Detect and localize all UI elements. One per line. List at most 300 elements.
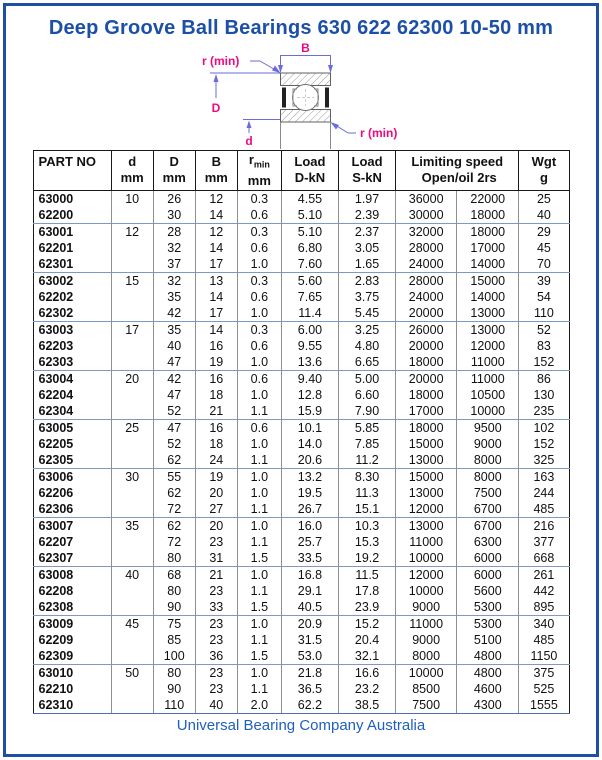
cell-d: 10 xyxy=(111,190,153,207)
cell-D: 110 xyxy=(153,697,195,714)
cell-load_d: 5.60 xyxy=(281,272,338,289)
b-arrow-right xyxy=(328,65,333,73)
cell-load_d: 25.7 xyxy=(281,534,338,550)
cell-part: 62206 xyxy=(33,485,111,501)
cell-wgt: 442 xyxy=(533,583,555,598)
cell-D: 30 xyxy=(153,207,195,224)
cell-load_d: 6.00 xyxy=(281,321,338,338)
cell-r: 1.0 xyxy=(237,256,281,273)
cell-part: 63009 xyxy=(33,615,111,632)
cell-wgt: 485 xyxy=(533,632,555,647)
cell-load_d: 9.40 xyxy=(281,370,338,387)
cell-d xyxy=(111,485,153,501)
cell-rs2: 5300 xyxy=(457,599,519,616)
cell-d xyxy=(111,550,153,567)
cell-wgt: 261 xyxy=(519,566,569,583)
d-bore-arrow xyxy=(247,121,252,129)
cell-open_oil: 10000 xyxy=(396,583,457,599)
cell-B: 12 xyxy=(195,223,237,240)
cell-d: 40 xyxy=(111,566,153,583)
cell-rs2: 6700 xyxy=(457,517,519,534)
table-row xyxy=(33,632,569,648)
cell-open_oil: 9000 xyxy=(396,599,457,616)
cell-wgt: 525 xyxy=(533,681,555,696)
cell-d: 25 xyxy=(111,419,153,436)
cell-wgt: 152 xyxy=(533,436,555,451)
cell-wgt: 70 xyxy=(536,256,551,271)
cell-load_s: 23.2 xyxy=(339,681,396,697)
cell-rs2: 4600 xyxy=(457,681,519,697)
table-row xyxy=(33,289,569,305)
table-row xyxy=(33,240,569,256)
cell-r: 1.0 xyxy=(237,485,281,501)
cell-load_s: 15.2 xyxy=(339,615,396,632)
cell-D: 40 xyxy=(153,338,195,354)
cell-r: 1.0 xyxy=(237,354,281,371)
cell-rs2: 10500 xyxy=(457,387,519,403)
cell-B: 31 xyxy=(195,550,237,567)
cell-wgt: 668 xyxy=(533,550,555,565)
table-row xyxy=(33,534,569,550)
cell-load_d: 19.5 xyxy=(281,485,338,501)
cell-wgt: 163 xyxy=(519,468,569,485)
cell-B: 23 xyxy=(195,615,237,632)
cell-B: 33 xyxy=(195,599,237,616)
bearing-table-body xyxy=(33,190,569,713)
cell-load_d: 7.60 xyxy=(281,256,338,273)
cell-B: 16 xyxy=(195,419,237,436)
cell-d xyxy=(111,648,153,665)
cell-wgt: 485 xyxy=(533,501,555,516)
cell-open_oil: 30000 xyxy=(396,207,457,224)
cell-load_s: 3.75 xyxy=(339,289,396,305)
cell-D: 68 xyxy=(153,566,195,583)
cell-part: 62201 xyxy=(33,240,111,256)
table-row xyxy=(33,615,569,632)
table-row xyxy=(33,648,569,665)
ball xyxy=(293,85,319,111)
cell-load_s: 15.3 xyxy=(339,534,396,550)
cell-part: 62208 xyxy=(33,583,111,599)
r-min-bottom-arrow xyxy=(331,122,340,130)
cell-d xyxy=(111,354,153,371)
cell-r: 1.1 xyxy=(237,681,281,697)
cell-wgt: 45 xyxy=(536,240,551,255)
cell-d xyxy=(111,207,153,224)
cell-open_oil: 9000 xyxy=(396,632,457,648)
cell-r: 0.6 xyxy=(237,289,281,305)
cell-d xyxy=(111,240,153,256)
col-header-D: D mm xyxy=(153,151,195,191)
cell-B: 23 xyxy=(195,664,237,681)
cell-load_s: 2.37 xyxy=(339,223,396,240)
cell-rs2: 8000 xyxy=(457,452,519,469)
table-row xyxy=(33,583,569,599)
cell-load_s: 20.4 xyxy=(339,632,396,648)
cell-B: 14 xyxy=(195,289,237,305)
cell-open_oil: 24000 xyxy=(396,256,457,273)
cell-r: 1.0 xyxy=(237,566,281,583)
cell-rs2: 11000 xyxy=(457,354,519,371)
cell-load_d: 36.5 xyxy=(281,681,338,697)
cell-r: 1.0 xyxy=(237,615,281,632)
cell-load_s: 23.9 xyxy=(339,599,396,616)
cell-B: 14 xyxy=(195,240,237,256)
table-row xyxy=(33,370,569,387)
cell-D: 55 xyxy=(153,468,195,485)
cell-load_d: 16.8 xyxy=(281,566,338,583)
cell-rs2: 14000 xyxy=(457,256,519,273)
cell-r: 0.6 xyxy=(237,207,281,224)
cell-r: 2.0 xyxy=(237,697,281,714)
cell-rs2: 11000 xyxy=(457,370,519,387)
cell-part: 62203 xyxy=(33,338,111,354)
cell-D: 62 xyxy=(153,452,195,469)
cell-r: 0.6 xyxy=(237,419,281,436)
cell-rs2: 22000 xyxy=(457,190,519,207)
cell-D: 35 xyxy=(153,289,195,305)
cell-open_oil: 32000 xyxy=(396,223,457,240)
cell-open_oil: 18000 xyxy=(396,419,457,436)
cell-load_s: 7.85 xyxy=(339,436,396,452)
cell-part: 62301 xyxy=(33,256,111,273)
cell-wgt: 110 xyxy=(533,305,554,320)
cell-r: 1.0 xyxy=(237,305,281,322)
cell-r: 1.1 xyxy=(237,632,281,648)
cell-load_s: 11.2 xyxy=(339,452,396,469)
cell-open_oil: 12000 xyxy=(396,501,457,518)
cell-wgt: 377 xyxy=(533,534,555,549)
cell-open_oil: 13000 xyxy=(396,452,457,469)
cell-load_s: 32.1 xyxy=(339,648,396,665)
cell-D: 52 xyxy=(153,436,195,452)
cell-D: 85 xyxy=(153,632,195,648)
col-header-B: B mm xyxy=(195,151,237,191)
cell-load_s: 15.1 xyxy=(339,501,396,518)
cell-open_oil: 18000 xyxy=(396,354,457,371)
cell-D: 80 xyxy=(153,664,195,681)
cell-d xyxy=(111,289,153,305)
cell-part: 62304 xyxy=(33,403,111,420)
cell-B: 19 xyxy=(195,354,237,371)
cell-load_s: 5.45 xyxy=(339,305,396,322)
cell-part: 63002 xyxy=(33,272,111,289)
cell-open_oil: 24000 xyxy=(396,289,457,305)
table-row xyxy=(33,468,569,485)
table-row xyxy=(33,321,569,338)
cell-B: 18 xyxy=(195,387,237,403)
table-row xyxy=(33,517,569,534)
cell-wgt: 29 xyxy=(519,223,569,240)
seal-right xyxy=(325,88,329,108)
cell-open_oil: 11000 xyxy=(396,615,457,632)
cell-d xyxy=(111,305,153,322)
cell-d: 30 xyxy=(111,468,153,485)
cell-part: 62302 xyxy=(33,305,111,322)
cell-load_d: 33.5 xyxy=(281,550,338,567)
cell-open_oil: 28000 xyxy=(396,272,457,289)
cell-B: 40 xyxy=(195,697,237,714)
cell-B: 20 xyxy=(195,517,237,534)
cell-rs2: 17000 xyxy=(457,240,519,256)
cell-B: 21 xyxy=(195,403,237,420)
cell-open_oil: 20000 xyxy=(396,338,457,354)
cell-rs2: 13000 xyxy=(457,305,519,322)
table-row xyxy=(33,501,569,518)
cell-d xyxy=(111,403,153,420)
cell-D: 62 xyxy=(153,485,195,501)
cell-part: 62210 xyxy=(33,681,111,697)
cell-load_d: 11.4 xyxy=(281,305,338,322)
cell-load_s: 2.83 xyxy=(339,272,396,289)
cell-B: 36 xyxy=(195,648,237,665)
cell-wgt: 86 xyxy=(519,370,569,387)
cell-load_d: 53.0 xyxy=(281,648,338,665)
cell-part: 62205 xyxy=(33,436,111,452)
cell-D: 26 xyxy=(153,190,195,207)
cell-load_s: 11.5 xyxy=(339,566,396,583)
cell-load_d: 29.1 xyxy=(281,583,338,599)
cell-load_s: 3.25 xyxy=(339,321,396,338)
cell-rs2: 5100 xyxy=(457,632,519,648)
cell-part: 63001 xyxy=(33,223,111,240)
cell-B: 12 xyxy=(195,190,237,207)
cell-open_oil: 8000 xyxy=(396,648,457,665)
cell-D: 32 xyxy=(153,240,195,256)
cell-rs2: 9500 xyxy=(457,419,519,436)
footer-company-name: Universal Bearing Company Australia xyxy=(176,716,426,734)
cell-load_d: 13.6 xyxy=(281,354,338,371)
col-header-2rs: 2rs xyxy=(477,170,497,186)
cell-B: 18 xyxy=(195,436,237,452)
bearing-diagram xyxy=(6,42,596,150)
cell-open_oil: 17000 xyxy=(396,403,457,420)
cell-D: 42 xyxy=(153,305,195,322)
cell-part: 63003 xyxy=(33,321,111,338)
cell-wgt: 40 xyxy=(536,207,551,222)
cell-rs2: 4800 xyxy=(457,648,519,665)
cell-load_d: 5.10 xyxy=(281,223,338,240)
cell-B: 27 xyxy=(195,501,237,518)
cell-rs2: 5300 xyxy=(457,615,519,632)
cell-d xyxy=(111,387,153,403)
label-r-min-top: r (min) xyxy=(202,54,240,68)
cell-part: 62209 xyxy=(33,632,111,648)
col-header-limiting-speed: Limiting speed Open/oil 2rs xyxy=(396,151,519,191)
cell-wgt: 130 xyxy=(533,387,555,402)
cell-rs2: 6300 xyxy=(457,534,519,550)
cell-d: 15 xyxy=(111,272,153,289)
col-header-wgt: Wgt g xyxy=(519,151,569,191)
cell-B: 17 xyxy=(195,305,237,322)
cell-load_s: 7.90 xyxy=(339,403,396,420)
cell-load_s: 38.5 xyxy=(339,697,396,714)
table-row xyxy=(33,403,569,420)
cell-part: 62306 xyxy=(33,501,111,518)
col-header-part-no: PART NO xyxy=(33,151,111,191)
table-row xyxy=(33,599,569,616)
cell-r: 1.1 xyxy=(237,534,281,550)
d-outer-dimension-lines xyxy=(210,73,280,98)
cell-rs2: 18000 xyxy=(457,207,519,224)
cell-rs2: 4800 xyxy=(457,664,519,681)
cell-rs2: 13000 xyxy=(457,321,519,338)
cell-load_d: 62.2 xyxy=(281,697,338,714)
label-b: B xyxy=(301,42,310,55)
cell-D: 35 xyxy=(153,321,195,338)
cell-wgt: 375 xyxy=(519,664,569,681)
cell-wgt: 235 xyxy=(533,403,555,418)
cell-B: 14 xyxy=(195,207,237,224)
cell-load_s: 16.6 xyxy=(339,664,396,681)
cell-r: 0.6 xyxy=(237,338,281,354)
cell-part: 62204 xyxy=(33,387,111,403)
cell-load_s: 17.8 xyxy=(339,583,396,599)
cell-load_s: 1.65 xyxy=(339,256,396,273)
cell-rs2: 6700 xyxy=(457,501,519,518)
table-row xyxy=(33,207,569,224)
cell-rs2: 14000 xyxy=(457,289,519,305)
cell-D: 62 xyxy=(153,517,195,534)
cell-load_s: 11.3 xyxy=(339,485,396,501)
col-header-load-d: Load D-kN xyxy=(281,151,338,191)
table-row xyxy=(33,485,569,501)
cell-r: 1.5 xyxy=(237,648,281,665)
col-header-open-oil: Open/oil xyxy=(421,170,474,186)
cell-D: 80 xyxy=(153,550,195,567)
cell-D: 28 xyxy=(153,223,195,240)
cell-load_s: 5.00 xyxy=(339,370,396,387)
cell-d: 35 xyxy=(111,517,153,534)
cell-d xyxy=(111,599,153,616)
cell-wgt: 39 xyxy=(519,272,569,289)
cell-load_d: 5.10 xyxy=(281,207,338,224)
cell-part: 63006 xyxy=(33,468,111,485)
table-row xyxy=(33,697,569,714)
cell-r: 1.5 xyxy=(237,599,281,616)
cell-D: 90 xyxy=(153,599,195,616)
cell-open_oil: 12000 xyxy=(396,566,457,583)
table-row xyxy=(33,256,569,273)
cell-open_oil: 7500 xyxy=(396,697,457,714)
page-title: Deep Groove Ball Bearings 630 622 62300 10-50 mm xyxy=(48,17,554,39)
cell-open_oil: 20000 xyxy=(396,305,457,322)
cell-wgt: 216 xyxy=(519,517,569,534)
table-row xyxy=(33,452,569,469)
cell-D: 52 xyxy=(153,403,195,420)
cell-load_d: 10.1 xyxy=(281,419,338,436)
cell-D: 32 xyxy=(153,272,195,289)
cell-load_d: 15.9 xyxy=(281,403,338,420)
cell-r: 0.6 xyxy=(237,370,281,387)
cell-rs2: 7500 xyxy=(457,485,519,501)
col-header-load-s: Load S-kN xyxy=(339,151,396,191)
cell-open_oil: 15000 xyxy=(396,468,457,485)
cell-D: 47 xyxy=(153,419,195,436)
cell-B: 16 xyxy=(195,370,237,387)
cell-wgt: 25 xyxy=(536,191,551,206)
cell-load_s: 10.3 xyxy=(339,517,396,534)
cell-D: 47 xyxy=(153,387,195,403)
cell-wgt: 244 xyxy=(533,485,555,500)
cell-r: 1.1 xyxy=(237,452,281,469)
bearing-spec-table xyxy=(33,150,570,714)
cell-part: 62308 xyxy=(33,599,111,616)
cell-rs2: 4300 xyxy=(457,697,519,714)
cell-load_s: 5.85 xyxy=(339,419,396,436)
cell-d xyxy=(111,256,153,273)
cell-B: 23 xyxy=(195,681,237,697)
cell-load_d: 12.8 xyxy=(281,387,338,403)
cell-r: 1.1 xyxy=(237,501,281,518)
cell-B: 21 xyxy=(195,566,237,583)
cell-D: 90 xyxy=(153,681,195,697)
b-dimension-lines xyxy=(281,55,331,72)
cell-part: 62200 xyxy=(33,207,111,224)
cell-wgt: 325 xyxy=(533,452,555,467)
cell-load_s: 2.39 xyxy=(339,207,396,224)
cell-B: 17 xyxy=(195,256,237,273)
cell-D: 75 xyxy=(153,615,195,632)
cell-r: 1.0 xyxy=(237,664,281,681)
cell-wgt: 52 xyxy=(519,321,569,338)
table-row xyxy=(33,305,569,322)
label-d-outer: D xyxy=(211,101,221,115)
cell-D: 72 xyxy=(153,501,195,518)
cell-r: 1.0 xyxy=(237,468,281,485)
cell-open_oil: 11000 xyxy=(396,534,457,550)
cell-open_oil: 10000 xyxy=(396,550,457,567)
table-row xyxy=(33,190,569,207)
cell-open_oil: 13000 xyxy=(396,485,457,501)
cell-d xyxy=(111,436,153,452)
cell-r: 0.3 xyxy=(237,223,281,240)
cell-load_d: 40.5 xyxy=(281,599,338,616)
cell-d xyxy=(111,501,153,518)
cell-part: 63000 xyxy=(33,190,111,207)
cell-r: 0.3 xyxy=(237,190,281,207)
cell-D: 42 xyxy=(153,370,195,387)
cell-load_d: 14.0 xyxy=(281,436,338,452)
bearing-rings xyxy=(281,73,331,149)
cell-load_d: 26.7 xyxy=(281,501,338,518)
cell-r: 1.0 xyxy=(237,436,281,452)
cell-load_d: 7.65 xyxy=(281,289,338,305)
cell-rs2: 6000 xyxy=(457,550,519,567)
table-row xyxy=(33,436,569,452)
col-header-r-min: $r_{min}$ mm xyxy=(237,151,281,191)
cell-B: 16 xyxy=(195,338,237,354)
seal-left xyxy=(282,88,286,108)
cell-D: 47 xyxy=(153,354,195,371)
table-row xyxy=(33,681,569,697)
cell-D: 80 xyxy=(153,583,195,599)
cell-load_d: 20.6 xyxy=(281,452,338,469)
cell-open_oil: 10000 xyxy=(396,664,457,681)
cell-part: 62309 xyxy=(33,648,111,665)
cell-part: 63008 xyxy=(33,566,111,583)
cell-d xyxy=(111,583,153,599)
cell-part: 62207 xyxy=(33,534,111,550)
page-frame xyxy=(3,3,599,757)
cell-B: 20 xyxy=(195,485,237,501)
cell-B: 23 xyxy=(195,583,237,599)
cell-d: 50 xyxy=(111,664,153,681)
bearing-cross-section-drawing xyxy=(198,42,428,150)
cell-rs2: 10000 xyxy=(457,403,519,420)
cell-r: 0.3 xyxy=(237,321,281,338)
cell-load_s: 3.05 xyxy=(339,240,396,256)
